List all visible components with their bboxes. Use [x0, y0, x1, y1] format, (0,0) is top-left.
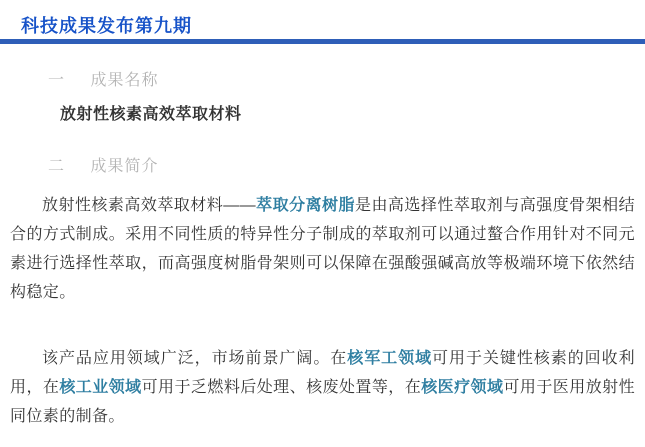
section-name-heading-row [48, 72, 635, 89]
section-number: 二 [48, 158, 66, 175]
section-heading: 成果名称 [90, 72, 159, 89]
document-header [0, 0, 645, 35]
paragraph-text: 放射性核素高效萃取材料—— [42, 197, 257, 214]
title-divider [0, 39, 645, 44]
intro-paragraph-1 [10, 191, 635, 307]
intro-paragraph-2 [10, 344, 635, 431]
highlight-nuclear-military-field: 核军工领域 [347, 350, 433, 367]
section-heading: 成果简介 [90, 158, 159, 175]
paragraph-text: 该产品应用领域广泛，市场前景广阔。在 [42, 350, 348, 367]
document-content [0, 72, 645, 431]
section-number: 一 [48, 72, 66, 89]
paragraph-text: 是由高选择性萃取剂与高强度骨架相结合的方式制成。采用不同性质的特异性分子制成的萃取剂可以通过螯合作用针对不同元素进行选择性萃取，而高强度树脂骨架则可以保障在强酸强碱高放等极端环境下依然结构稳定。 [10, 197, 635, 301]
achievement-name: 放射性核素高效萃取材料 [60, 106, 242, 123]
section-intro-heading-row [48, 158, 635, 175]
paragraph-text: 可用于医用放射性同位素的制备。 [10, 379, 635, 425]
paragraph-text: 可用于乏燃料后处理、核废处置等，在 [141, 379, 422, 396]
paragraph-text: 可用于关键性核素的回收利用，在 [10, 350, 635, 396]
highlight-resin-term: 萃取分离树脂 [256, 197, 355, 214]
page-title: 科技成果发布第九期 [21, 16, 192, 36]
highlight-nuclear-medicine-field: 核医疗领域 [421, 379, 504, 396]
highlight-nuclear-industry-field: 核工业领域 [59, 379, 142, 396]
